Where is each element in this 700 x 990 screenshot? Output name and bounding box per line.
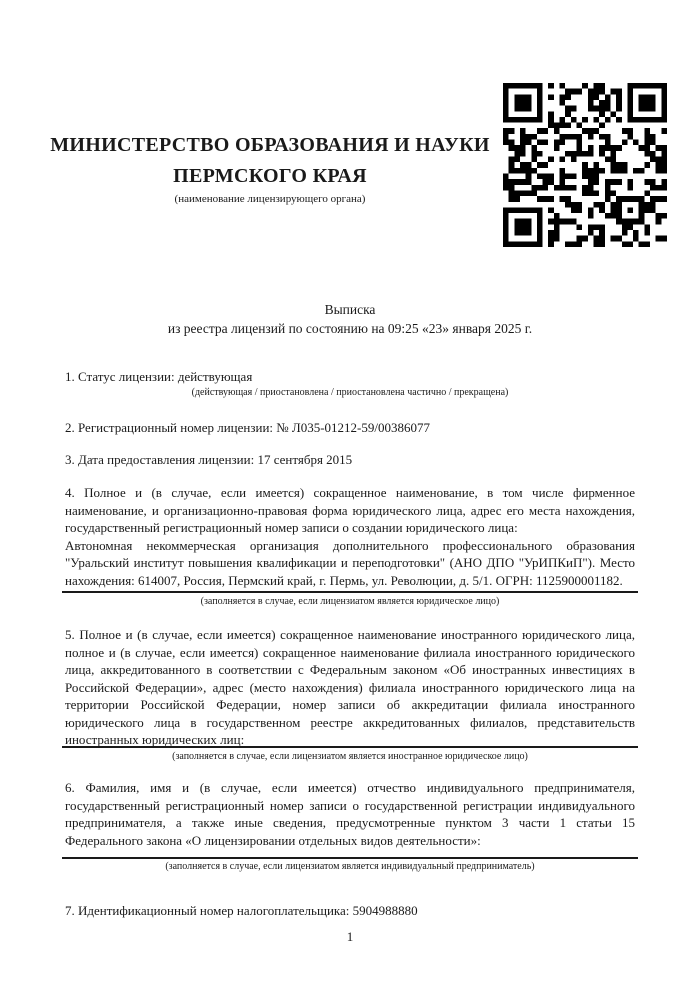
item-3-license-grant-date: 3. Дата предоставления лицензии: 17 сентября 2015: [65, 452, 353, 467]
item-6-entrepreneur-label: 6. Фамилия, имя и (в случае, если имеется) отчество индивидуального предпринимателя, государственный регистрационный номер записи о государственной регистрации индивидуального предпринимателя, а также иные сведения, предусмотренные пунктом 3 части 1 статьи 15 Федерального закона «О лицензировании отдельных видов деятельности»:: [65, 780, 635, 848]
item-1-status-options-caption: (действующая / приостановлена / приостановлена частично / прекращена): [191, 387, 509, 398]
qr-code-icon: [503, 83, 667, 247]
ministry-name-line2: ПЕРМСКОГО КРАЯ: [173, 165, 367, 187]
document-title-line2: из реестра лицензий по состоянию на 09:25 «23» января 2025 г.: [167, 320, 533, 336]
item-4-value: Автономная некоммерческая организация дополнительного профессионального образования "Уральский институт повышения квалификации и переподготовки" (АНО ДПО "УрИПКиП"). Место нахождения: 614007, Россия, Пермский край, г. Пермь, ул. Революции, д. 5/1. ОГРН: 1125900001182.: [65, 537, 635, 588]
item-5-caption: (заполняется в случае, если лицензиатом является иностранное юридическое лицо): [172, 751, 528, 762]
licensing-authority-header: [40, 130, 500, 206]
item-4-legal-entity-block: [65, 484, 635, 589]
item-4-fill-rule: [62, 591, 638, 593]
ministry-caption: (наименование лицензирующего органа): [174, 193, 366, 205]
item-6-fill-rule: [62, 857, 638, 859]
document-title: [65, 301, 635, 338]
document-title-line1: Выписка: [324, 302, 376, 317]
item-7-taxpayer-id: 7. Идентификационный номер налогоплательщика: 5904988880: [65, 903, 418, 918]
item-2-registration-number: 2. Регистрационный номер лицензии: № Л035-01212-59/00386077: [65, 420, 431, 435]
item-5-foreign-entity-label: 5. Полное и (в случае, если имеется) сокращенное наименование иностранного юридического лица, полное и (в случае, если имеется) сокращенное наименование филиала иностранного юридического лица, аккредитованного в соответствии с Федеральным законом «Об иностранных инвестициях в Российской Федерации», адрес (место нахождения) филиала иностранного юридического лица на территории Российской Федерации, номер записи об аккредитации филиала иностранного юридического лица в государственном реестре аккредитованных филиалов, представительств иностранных юридических лиц:: [65, 627, 635, 747]
item-4-label: 4. Полное и (в случае, если имеется) сокращенное наименование, в том числе фирменное наименование, и организационно-правовая форма юридического лица, адрес его места нахождения, государственный регистрационный номер записи о создании юридического лица:: [65, 485, 635, 535]
item-1-license-status: 1. Статус лицензии: действующая: [65, 369, 253, 384]
item-4-caption: (заполняется в случае, если лицензиатом является юридическое лицо): [200, 596, 500, 607]
ministry-name-line1: МИНИСТЕРСТВО ОБРАЗОВАНИЯ И НАУКИ: [50, 134, 490, 156]
item-6-caption: (заполняется в случае, если лицензиатом является индивидуальный предприниматель): [165, 861, 535, 872]
page-number: 1: [346, 929, 354, 944]
item-5-fill-rule: [62, 746, 638, 748]
